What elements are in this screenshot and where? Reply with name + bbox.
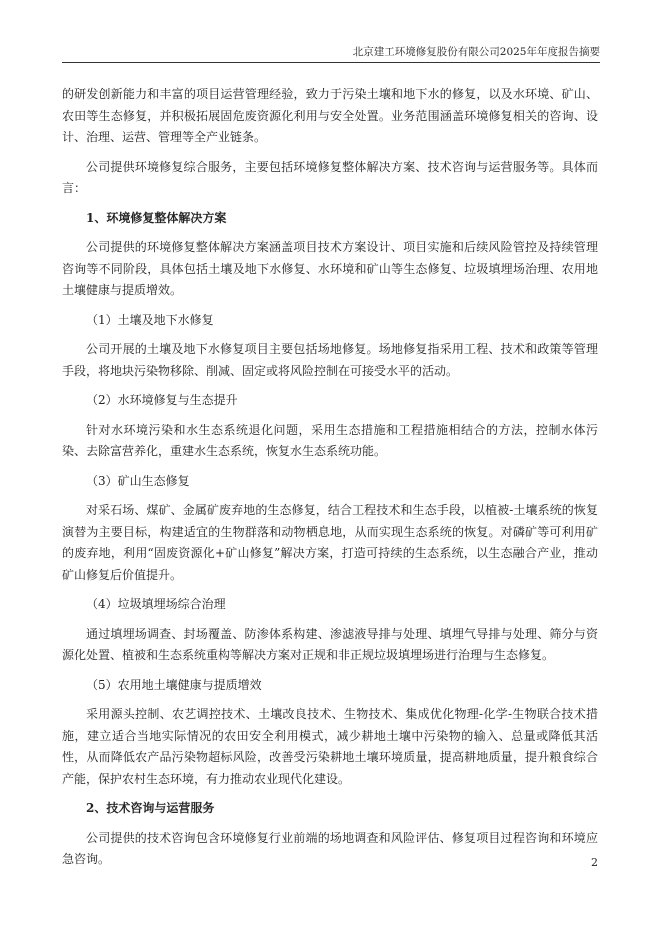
subheading-soil-groundwater: （1）土壤及地下水修复 [86,312,214,327]
paragraph-services-overview: 公司提供环境修复综合服务，主要包括环境修复整体解决方案、技术咨询与运营服务等。具体而言： [62,159,598,195]
subheading-mine-restoration: （3）矿山生态修复 [86,473,190,488]
page-header [62,44,600,63]
subheading-farmland: （5）农用地土壤健康与提质增效 [86,677,262,692]
paragraph-solutions: 公司提供的环境修复整体解决方案涵盖项目技术方案设计、项目实施和后续风险管控及持续管理咨询等不同阶段，具体包括土壤及地下水修复、水环境和矿山等生态修复、垃圾填埋场治理、农用地土壤健康与提质增效。 [62,240,598,297]
subheading-water-environment: （2）水环境修复与生态提升 [86,393,238,407]
page-number: 2 [591,856,598,869]
section-heading-1: 1、环境修复整体解决方案 [86,210,227,225]
paragraph-farmland: 采用源头控制、农艺调控技术、土壤改良技术、生物技术、集成优化物理-化学-生物联合技术措施，建立适合当地实际情况的农田安全利用模式，减少耕地土壤中污染物的输入、总量或降低其活性，从而降低农产品污染物超标风险，改善受污染耕地土壤环境质量，提高耕地质量，提升粮食综合产能，保护农村生态环境，有力推动农业现代化建设。 [62,707,598,786]
paragraph-soil-groundwater: 公司开展的土壤及地下水修复项目主要包括场地修复。场地修复指采用工程、技术和政策等管理手段，将地块污染物移除、削减、固定或将风险控制在可接受水平的活动。 [62,342,598,378]
paragraph-intro-continued: 的研发创新能力和丰富的项目运营管理经验，致力于污染土壤和地下水的修复，以及水环境、矿山、农田等生态修复，并积极拓展固危废资源化利用与安全处置。业务范围涵盖环境修复相关的咨询、设计、治理、运营、管理等全产业链条。 [62,87,598,144]
document-body [62,84,598,879]
section-heading-2: 2、技术咨询与运营服务 [86,801,215,815]
paragraph-landfill: 通过填埋场调查、封场覆盖、防渗体系构建、渗滤液导排与处理、填埋气导排与处理、筛分与资源化处置、植被和生态系统重构等解决方案对正规和非正规垃圾填埋场进行治理与生态修复。 [62,626,598,662]
paragraph-water-environment: 针对水环境污染和水生态系统退化问题，采用生态措施和工程措施相结合的方法，控制水体污染、去除富营养化，重建水生态系统，恢复水生态系统功能。 [62,422,598,458]
subheading-landfill: （4）垃圾填埋场综合治理 [86,597,226,611]
header-title: 北京建工环境修复股份有限公司2025年年度报告摘要 [352,46,600,58]
paragraph-consulting: 公司提供的技术咨询包含环境修复行业前端的场地调查和风险评估、修复项目过程咨询和环境应急咨询。 [62,830,598,866]
paragraph-mine-restoration: 对采石场、煤矿、金属矿废弃地的生态修复，结合工程技术和生态手段，以植被-土壤系统的恢复演替为主要目标，构建适宜的生物群落和动物栖息地，从而实现生态系统的恢复。对磷矿等可利用矿的废弃地，利用“固废资源化+矿山修复”解决方案，打造可持续的生态系统，以生态融合产业，推动矿山修复后价值提升。 [62,503,598,582]
